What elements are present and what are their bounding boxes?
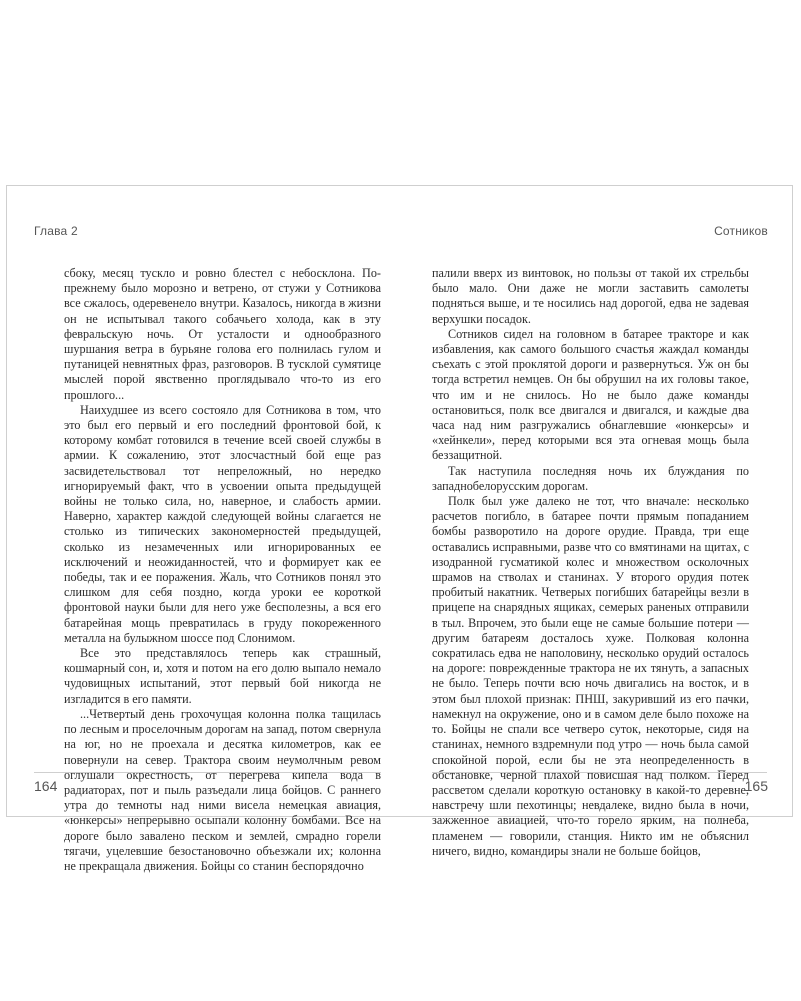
paragraph: Полк был уже далеко не тот, что вначале: несколько расчетов погибло, в батарее почти прямым попаданием бомбы разворотило на дороге орудие. Правда, три еще оставались исправными, разве что со вмятинами на щитах, с изодранной гусматикой колес и множеством осколочных шрамов на стволах и станинах. У второго орудия потек пробитый накатник. Четверых погибших батарейцы везли в прицепе на снарядных ящиках, семерых раненых отправили в тыл. Впрочем, это были еще не самые большие потери — другим батареям досталось хуже. Полковая колонна сократилась едва не наполовину, несколько орудий осталось на дороге: поврежденные трактора не их тянуть, а запасных не было. Теперь почти всю ночь двигались на восток, и в этом был плохой признак: ПНШ, закуривший из его пачки, намекнул на окружение, оно и в самом деле было похоже на то. Бойцы не спали все четверо суток, некоторые, сидя на станинах, немного вздремнули под утро — ночь была самой спокойной порой, если бы не эта неопределенность в обстановке, черной плахой повисшая над полком. Перед рассветом сделали короткую остановку в какой-то деревне, навстречу шли пехотинцы; невдалеке, видно была в ночи, зажженное авиацией, что-то горело ярким, на полнеба, пламенем — говорили, станция. Никто им не объяснил ничего, видно, командиры знали не больше бойцов,: [432, 494, 749, 858]
page-number-left: 164: [34, 778, 58, 794]
page-number-right: 165: [744, 778, 768, 794]
footer-rule-right: [432, 772, 767, 773]
running-head-right: Сотников: [714, 224, 768, 238]
paragraph: ...Четвертый день грохочущая колонна полка тащилась по лесным и проселочным дорогам на запад, потом свернула на юг, но не проехала и десятка километров, как ее повернули на север. Трактора своим неумолчным ревом оглушали окрестность, от перегрева кипела вода в радиаторах, пот и пыль разъедали лица бойцов. С раннего утра до темноты над ними висела немецкая авиация, «юнкерсы» непрерывно осыпали колонну бомбами. Все на дороге было завалено песком и землей, смрадно горели тягачи, уцелевшие безостановочно объезжали их; колонна не прекращала движения. Бойцы со станин беспорядочно: [64, 706, 381, 873]
paragraph: Все это представлялось теперь как страшный, кошмарный сон, и, хотя и потом на его долю выпало немало чудовищных испытаний, этот первый бой никогда не изгладится в его памяти.: [64, 646, 381, 706]
right-page-text: [432, 266, 749, 859]
running-head-left: Глава 2: [34, 224, 78, 238]
book-spread: [6, 185, 793, 873]
left-page-text: [64, 266, 381, 874]
footer-rule-left: [34, 772, 381, 773]
paragraph: Сотников сидел на головном в батарее тракторе и как избавления, как самого большого счастья жаждал команды съехать с этой проклятой дороги и развернуться. Уж он бы тогда встретил немцев. Он бы обрушил на их головы такое, что им и не снилось. Но не было даже команды остановиться, полк все двигался и двигался, и каждые два часа над ним разгружались обнаглевшие «юнкерсы» и «хейнкели», перед которыми вся эта огневая мощь была беззащитной.: [432, 326, 749, 463]
paragraph: палили вверх из винтовок, но пользы от такой их стрельбы было мало. Они даже не могли заставить самолеты подняться выше, и те носились над дорогой, едва не задевая верхушки посадок.: [432, 266, 749, 326]
paragraph: сбоку, месяц тускло и ровно блестел с небосклона. По-прежнему было морозно и ветрено, от стужи у Сотникова все сжалось, одеревенело внутри. Казалось, никогда в жизни он не испытывал такого собачьего холода, как в эту февральскую ночь. От усталости и однообразного шуршания ветра в бурьяне голова его полнилась гулом и путаницей невнятных фраз, разговоров. В тусклой сумятице мыслей порой явственно проглядывало что-то из его прошлого...: [64, 266, 381, 402]
right-page: [400, 186, 793, 858]
paragraph: Наихудшее из всего состояло для Сотникова в том, что это был его первый и его последний фронтовой бой, к которому комбат готовился в течение всей своей службы в армии. К сожалению, этот злосчастный бой еще раз засвидетельствовал тот непреложный, но нередко игнорируемый факт, что в усвоении опыта предыдущей войны не только сила, но, наверное, и слабость армии. Наверно, характер каждой следующей войны слагается не столько из типических закономерностей предыдущей, сколько из незамеченных или игнорированных ее исключений и неожиданностей, что и формирует как ее победы, так и ее поражения. Жаль, что Сотников понял это слишком для себя поздно, когда уроки ее короткой фронтовой науки были для него уже бесполезны, а вся его батарейная мощь превратилась в груду покореженного металла на булыжном шоссе под Слонимом.: [64, 402, 381, 645]
left-page: [7, 186, 400, 873]
paragraph: Так наступила последняя ночь их блуждания по западнобелорусским дорогам.: [432, 463, 749, 493]
